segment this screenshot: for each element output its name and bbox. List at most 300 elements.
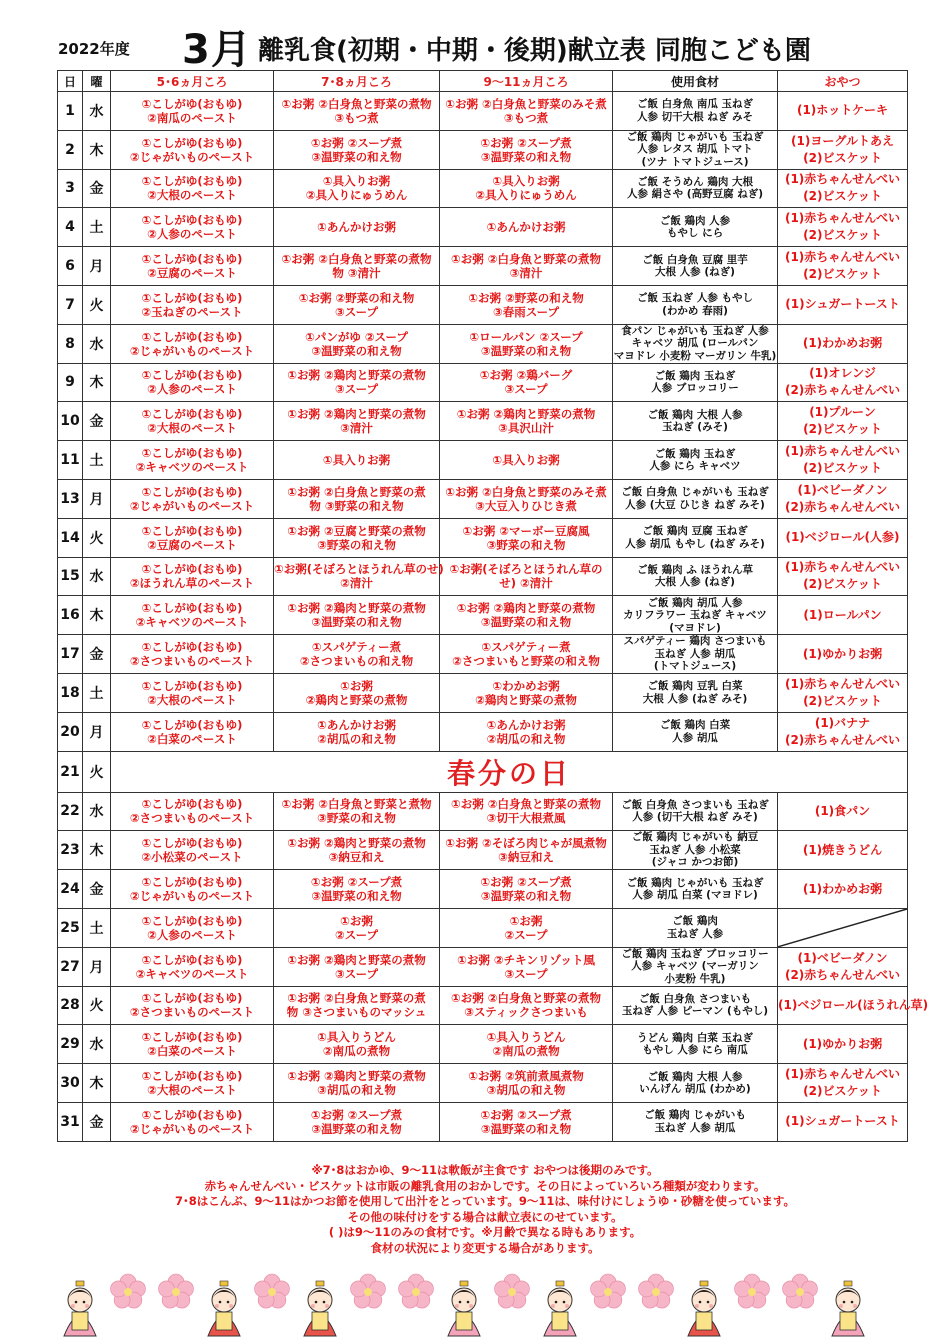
snack [778, 247, 908, 286]
ingredients [613, 712, 778, 751]
snack-line: (2)赤ちゃんせんべい [784, 732, 901, 747]
early-stage-menu-line: ②大根のペースト [147, 421, 237, 436]
early-stage-menu [111, 986, 274, 1025]
late-stage-menu-line: ①お粥 ②スープ煮 [480, 875, 572, 890]
snack-line: (1)ゆかりお粥 [802, 646, 883, 661]
early-stage-menu-line: ①こしがゆ(おもゆ) [141, 96, 243, 111]
early-stage-menu-line: ①こしがゆ(おもゆ) [141, 174, 243, 189]
early-stage-menu [111, 441, 274, 480]
ingredients-line: 人参 にら キャベツ [649, 460, 741, 473]
mid-stage-menu-line: ①お粥 ②鶏肉と野菜の煮物 [287, 368, 426, 383]
late-stage-menu-line: ③温野菜の和え物 [480, 889, 572, 904]
mid-stage-menu [274, 402, 440, 441]
flower-icon [351, 1274, 386, 1308]
snack-line: (2)ビスケット [803, 267, 882, 282]
table-row [58, 908, 908, 947]
snack [778, 324, 908, 363]
snack [778, 169, 908, 208]
ingredients-line: ご飯 鶏肉 玉ねぎ ブロッコリー [621, 947, 769, 960]
menu-rows [58, 92, 929, 1142]
month-label: 3月 [182, 27, 252, 73]
mid-stage-menu-line: ③温野菜の和え物 [311, 343, 402, 358]
snack [778, 1102, 908, 1141]
ingredients-line: ご飯 白身魚 さつまいも 玉ねぎ [621, 798, 769, 811]
ingredients [613, 1064, 778, 1103]
snack-line: (1)赤ちゃんせんべい [784, 444, 901, 459]
snack-line: (2)ビスケット [803, 1084, 882, 1099]
snack [778, 635, 908, 674]
late-stage-menu-line: ①お粥 ②筑前煮風煮物 [468, 1069, 584, 1084]
late-stage-menu-line: せ) ②清汁 [499, 576, 553, 591]
footer-notes [120, 1163, 850, 1257]
early-stage-menu [111, 557, 274, 596]
hina-doll-icon [64, 1281, 96, 1336]
snack [778, 1025, 908, 1064]
day-number: 2 [58, 130, 83, 169]
table-row [58, 1064, 908, 1103]
mid-stage-menu-line: ②南瓜の煮物 [322, 1044, 391, 1059]
weekday: 月 [83, 247, 111, 286]
flower-icon [495, 1274, 530, 1308]
day-number: 27 [58, 947, 83, 986]
mid-stage-menu-line: ①スパゲティー煮 [311, 640, 402, 655]
mid-stage-menu-line: 物 ③清汁 [332, 266, 381, 281]
early-stage-menu-line: ②じゃがいものペースト [129, 498, 255, 513]
snack-line: (1)赤ちゃんせんべい [784, 250, 901, 265]
snack-line: (1)赤ちゃんせんべい [784, 211, 901, 226]
snack-line: (2)ビスケット [803, 228, 882, 243]
mid-stage-menu-line: ③温野菜の和え物 [311, 149, 402, 164]
table-row [58, 92, 908, 131]
table-row [58, 441, 908, 480]
late-stage-menu-line: ②南瓜の煮物 [492, 1044, 560, 1059]
day-number: 3 [58, 169, 83, 208]
page-header [0, 0, 950, 73]
late-stage-menu-line: ②さつまいもと野菜の和え物 [452, 654, 600, 669]
mid-stage-menu [274, 247, 440, 286]
table-row [58, 208, 908, 247]
snack [778, 712, 908, 751]
weekday: 月 [83, 947, 111, 986]
table-row [58, 751, 908, 792]
early-stage-menu-line: ②キャベツのペースト [135, 966, 249, 981]
ingredients-line: 人参 キャベツ (マーガリン [631, 960, 759, 973]
table-row [58, 479, 908, 518]
early-stage-menu-line: ②小松菜のペースト [141, 850, 243, 865]
mid-stage-menu-line: ①お粥 ②鶏肉と野菜の煮物 [287, 407, 426, 422]
day-number: 29 [58, 1025, 83, 1064]
day-number: 24 [58, 870, 83, 909]
ingredients-line: ご飯 鶏肉 胡瓜 人参 [647, 596, 743, 609]
late-stage-menu [440, 635, 613, 674]
snack [778, 792, 908, 831]
no-snack-slash [778, 909, 907, 947]
snack [778, 908, 908, 947]
mid-stage-menu-line: ①具入りうどん [317, 1030, 396, 1045]
early-stage-menu-line: ①こしがゆ(おもゆ) [141, 875, 243, 890]
late-stage-menu-line: ①お粥 ②鶏バーグ [479, 368, 573, 383]
table-row [58, 831, 908, 870]
snack-line: (2)ビスケット [803, 461, 882, 476]
snack-line: (1)シュガートースト [785, 1114, 900, 1129]
early-stage-menu-line: ①こしがゆ(おもゆ) [141, 562, 243, 577]
table-row [58, 1102, 908, 1141]
ingredients [613, 247, 778, 286]
late-stage-menu-line: ①あんかけお粥 [486, 220, 566, 235]
late-stage-menu-line: ③スープ [504, 966, 548, 981]
weekday: 金 [83, 402, 111, 441]
flower-icon [255, 1274, 290, 1308]
note-line: 赤ちゃんせんべい・ビスケットは市販の離乳食用のおかしです。その日によっていろいろ種類が変わります。 [204, 1178, 766, 1193]
late-stage-menu-line: ①お粥 ②野菜の和え物 [468, 290, 584, 305]
day-number: 21 [58, 751, 83, 792]
ingredients-line: (ツナ トマトジュース) [641, 155, 749, 168]
flower-icon [399, 1274, 434, 1308]
day-number: 30 [58, 1064, 83, 1103]
snack-line: (2)赤ちゃんせんべい [784, 383, 901, 398]
late-stage-menu-line: ①お粥 ②白身魚と野菜の煮物 [451, 797, 601, 812]
late-stage-menu-line: ③温野菜の和え物 [480, 343, 572, 358]
ingredients-line: ご飯 白身魚 さつまいも [638, 992, 752, 1005]
late-stage-menu [440, 92, 613, 131]
ingredients-line: ご飯 鶏肉 大根 人参 [647, 1070, 743, 1083]
weekday: 水 [83, 324, 111, 363]
late-stage-menu-line: ③温野菜の和え物 [480, 1121, 572, 1136]
early-stage-menu-line: ①こしがゆ(おもゆ) [141, 135, 243, 150]
ingredients [613, 1025, 778, 1064]
ingredients-line: ご飯 鶏肉 ふ ほうれん草 [637, 563, 753, 576]
late-stage-menu-line: ①具入りお粥 [492, 453, 560, 468]
mid-stage-menu-line: ③温野菜の和え物 [311, 615, 402, 630]
late-stage-menu [440, 673, 613, 712]
mid-stage-menu-line: ①お粥 ②スープ煮 [310, 135, 403, 150]
mid-stage-menu [274, 324, 440, 363]
early-stage-menu [111, 947, 274, 986]
table-row [58, 870, 908, 909]
weekday: 月 [83, 712, 111, 751]
mid-stage-menu-line: ①お粥(そぼろとほうれん草のせ) [274, 562, 444, 577]
col-day: 日 [58, 71, 83, 92]
snack-line: (1)焼きうどん [802, 842, 883, 857]
ingredients-line: キャベツ 胡瓜 (ロールパン [631, 337, 759, 350]
table-row [58, 635, 908, 674]
mid-stage-menu [274, 441, 440, 480]
weekday: 火 [83, 285, 111, 324]
mid-stage-menu [274, 92, 440, 131]
ingredients-line: (トマトジュース) [653, 660, 737, 673]
late-stage-menu [440, 557, 613, 596]
late-stage-menu-line: ①お粥 [509, 913, 543, 928]
table-row [58, 363, 908, 402]
snack-line: (1)バナナ [814, 715, 871, 730]
mid-stage-menu-line: ②さつまいもの和え物 [299, 654, 414, 669]
table-row [58, 247, 908, 286]
early-stage-menu-line: ①こしがゆ(おもゆ) [141, 678, 243, 693]
ingredients [613, 363, 778, 402]
ingredients-line: ご飯 白身魚 じゃがいも 玉ねぎ [621, 486, 769, 499]
weekday: 土 [83, 908, 111, 947]
snack-line: (1)シュガートースト [785, 297, 900, 312]
early-stage-menu [111, 1064, 274, 1103]
ingredients-line: ご飯 そうめん 鶏肉 大根 [637, 175, 753, 188]
table-row [58, 673, 908, 712]
ingredients-line: 人参 レタス 胡瓜 トマト [637, 143, 753, 156]
snack-line: (1)ロールパン [803, 607, 882, 622]
late-stage-menu [440, 908, 613, 947]
snack-line: (1)ベビーダノン [797, 950, 888, 965]
late-stage-menu-line: ③もつ煮 [503, 110, 549, 125]
early-stage-menu-line: ②ほうれん草のペースト [129, 576, 255, 591]
mid-stage-menu-line: ③納豆和え [328, 850, 385, 865]
weekday: 木 [83, 1064, 111, 1103]
hina-doll-icon [832, 1281, 864, 1336]
late-stage-menu [440, 247, 613, 286]
col-ingredients: 使用食材 [613, 71, 778, 92]
weekday: 火 [83, 751, 111, 792]
late-stage-menu [440, 324, 613, 363]
ingredients [613, 557, 778, 596]
table-row [58, 324, 908, 363]
early-stage-menu [111, 169, 274, 208]
note-line: その他の味付けをする場合は献立表にのせています。 [347, 1209, 623, 1224]
mid-stage-menu-line: ③温野菜の和え物 [311, 1121, 402, 1136]
mid-stage-menu-line: ①お粥 ②豆腐と野菜の煮物 [287, 523, 426, 538]
early-stage-menu-line: ②キャベツのペースト [135, 460, 249, 475]
mid-stage-menu-line: ①お粥 ②白身魚と野菜の煮物 [281, 96, 432, 111]
early-stage-menu-line: ②さつまいものペースト [129, 1005, 255, 1020]
late-stage-menu-line: ①スパゲティー煮 [481, 640, 571, 655]
day-number: 8 [58, 324, 83, 363]
flower-icon [783, 1274, 818, 1308]
day-number: 9 [58, 363, 83, 402]
ingredients-line: 玉ねぎ 人参 小松菜 [649, 843, 741, 856]
late-stage-menu-line: ①お粥 ②マーボー豆腐風 [462, 523, 590, 538]
note-line: ( )は9～11のみの食材です。※月齢で異なる時もあります。 [328, 1225, 642, 1240]
ingredients-line: ご飯 鶏肉 大根 人参 [647, 408, 743, 421]
late-stage-menu-line: ③具沢山汁 [498, 421, 554, 436]
mid-stage-menu-line: ③もつ煮 [334, 110, 379, 125]
flower-icon [735, 1274, 770, 1308]
early-stage-menu-line: ①こしがゆ(おもゆ) [141, 836, 243, 851]
day-number: 23 [58, 831, 83, 870]
ingredients [613, 596, 778, 635]
mid-stage-menu-line: ①お粥 [340, 678, 373, 693]
ingredients-line: カリフラワー 玉ねぎ キャベツ [623, 609, 767, 621]
early-stage-menu-line: ①こしがゆ(おもゆ) [141, 991, 243, 1006]
weekday: 土 [83, 673, 111, 712]
ingredients-line: ご飯 鶏肉 じゃがいも 玉ねぎ [626, 130, 764, 143]
early-stage-menu-line: ②人参のペースト [147, 227, 237, 242]
ingredients-line: ご飯 鶏肉 豆腐 玉ねぎ [642, 525, 748, 538]
snack-line: (2)赤ちゃんせんべい [784, 967, 901, 982]
table-row [58, 596, 908, 635]
col-snack: おやつ [778, 71, 908, 92]
flower-icon [111, 1274, 146, 1308]
early-stage-menu-line: ②キャベツのペースト [135, 615, 249, 630]
table-row [58, 986, 908, 1025]
early-stage-menu-line: ①こしがゆ(おもゆ) [141, 484, 243, 499]
mid-stage-menu-line: ③スープ [334, 382, 379, 397]
mid-stage-menu-line: ①具入りお粥 [322, 453, 391, 468]
ingredients-line: ご飯 白身魚 豆腐 里芋 [642, 253, 748, 266]
early-stage-menu [111, 518, 274, 557]
late-stage-menu [440, 831, 613, 870]
ingredients [613, 285, 778, 324]
mid-stage-menu-line: ①お粥 ②鶏肉と野菜の煮物 [287, 952, 426, 967]
late-stage-menu-line: ③温野菜の和え物 [480, 149, 572, 164]
late-stage-menu-line: ①お粥(そぼろとほうれん草の [449, 562, 603, 577]
ingredients [613, 479, 778, 518]
mid-stage-menu [274, 479, 440, 518]
day-number: 22 [58, 792, 83, 831]
mid-stage-menu-line: 物 ③野菜の和え物 [309, 498, 404, 513]
mid-stage-menu [274, 169, 440, 208]
early-stage-menu-line: ①こしがゆ(おもゆ) [141, 1107, 243, 1122]
early-stage-menu-line: ②南瓜のペースト [147, 110, 237, 125]
weekday: 水 [83, 1025, 111, 1064]
mid-stage-menu-line: ①あんかけお粥 [317, 717, 396, 732]
mid-stage-menu-line: ①お粥 ②白身魚と野菜の煮 [287, 991, 426, 1006]
early-stage-menu-line: ①こしがゆ(おもゆ) [141, 952, 243, 967]
flower-icon [159, 1274, 194, 1308]
early-stage-menu [111, 870, 274, 909]
col-weekday: 曜 [83, 71, 111, 92]
late-stage-menu-line: ①お粥 ②そぼろ肉じゃが風煮物 [445, 836, 607, 851]
early-stage-menu-line: ①こしがゆ(おもゆ) [141, 407, 243, 422]
mid-stage-menu [274, 285, 440, 324]
early-stage-menu-line: ①こしがゆ(おもゆ) [141, 640, 243, 655]
mid-stage-menu-line: ①お粥 ②スープ煮 [310, 875, 403, 890]
day-number: 17 [58, 635, 83, 674]
early-stage-menu-line: ②豆腐のペースト [147, 266, 237, 281]
late-stage-menu [440, 518, 613, 557]
late-stage-menu-line: ①ロールパン ②スープ [469, 329, 583, 344]
snack-line: (2)ビスケット [803, 150, 882, 165]
late-stage-menu-line: ②胡瓜の和え物 [486, 731, 566, 746]
table-row [58, 169, 908, 208]
snack-line: (1)赤ちゃんせんべい [784, 560, 901, 575]
snack [778, 285, 908, 324]
mid-stage-menu [274, 986, 440, 1025]
snack [778, 130, 908, 169]
early-stage-menu [111, 130, 274, 169]
late-stage-menu [440, 870, 613, 909]
note-line: ※7･8はおかゆ、9～11は軟飯が主食です おやつは後期のみです。 [311, 1163, 659, 1177]
weekday: 金 [83, 169, 111, 208]
weekday: 月 [83, 479, 111, 518]
early-stage-menu [111, 247, 274, 286]
early-stage-menu-line: ①こしがゆ(おもゆ) [141, 601, 243, 616]
early-stage-menu-line: ①こしがゆ(おもゆ) [141, 446, 243, 461]
ingredients [613, 92, 778, 131]
early-stage-menu-line: ①こしがゆ(おもゆ) [141, 368, 243, 383]
ingredients-line: 大根 人参 (ねぎ) [655, 266, 735, 279]
late-stage-menu-line: ①お粥 ②白身魚と野菜のみそ煮 [445, 96, 607, 111]
ingredients-line: ご飯 鶏肉 じゃがいも 納豆 [631, 831, 759, 844]
ingredients [613, 831, 778, 870]
table-row [58, 130, 908, 169]
mid-stage-menu [274, 518, 440, 557]
ingredients-line: 人参 胡瓜 [672, 731, 718, 744]
late-stage-menu [440, 712, 613, 751]
early-stage-menu-line: ②大根のペースト [147, 1083, 237, 1098]
ingredients [613, 402, 778, 441]
mid-stage-menu-line: ①お粥 ②白身魚と野菜の煮 [287, 484, 426, 499]
ingredients [613, 441, 778, 480]
early-stage-menu-line: ②じゃがいものペースト [129, 889, 255, 904]
snack [778, 1064, 908, 1103]
day-number: 6 [58, 247, 83, 286]
ingredients-line: ご飯 鶏肉 [672, 915, 718, 928]
ingredients [613, 792, 778, 831]
weekday: 土 [83, 208, 111, 247]
snack-line: (1)ベビーダノン [797, 482, 888, 497]
snack-line: (1)ヨーグルトあえ [791, 133, 894, 148]
mid-stage-menu-line: ①お粥 ②鶏肉と野菜の煮物 [287, 601, 426, 616]
early-stage-menu-line: ②さつまいものペースト [129, 811, 255, 826]
ingredients-line: もやし にら [666, 227, 724, 240]
mid-stage-menu [274, 831, 440, 870]
ingredients-line: 人参 胡瓜 もやし (ねぎ みそ) [625, 537, 765, 550]
hina-doll-icon [448, 1281, 480, 1336]
table-row [58, 947, 908, 986]
snack-line: (1)ホットケーキ [796, 103, 889, 118]
ingredients-line: うどん 鶏肉 白菜 玉ねぎ [637, 1031, 753, 1044]
early-stage-menu [111, 285, 274, 324]
weekday: 火 [83, 986, 111, 1025]
ingredients-line: ご飯 鶏肉 豆乳 白菜 [647, 680, 743, 693]
late-stage-menu [440, 947, 613, 986]
late-stage-menu-line: ②鶏肉と野菜の煮物 [475, 692, 577, 707]
snack [778, 947, 908, 986]
ingredients-line: ご飯 白身魚 南瓜 玉ねぎ [637, 98, 753, 111]
mid-stage-menu-line: ①お粥 ②鶏肉と野菜の煮物 [287, 836, 426, 851]
mid-stage-menu [274, 596, 440, 635]
snack [778, 363, 908, 402]
ingredients [613, 208, 778, 247]
mid-stage-menu [274, 947, 440, 986]
snack [778, 673, 908, 712]
table-row [58, 557, 908, 596]
weekday: 水 [83, 557, 111, 596]
snack-line: (2)ビスケット [803, 693, 882, 708]
early-stage-menu [111, 479, 274, 518]
early-stage-menu-line: ②白菜のペースト [147, 1044, 237, 1059]
late-stage-menu [440, 1102, 613, 1141]
mid-stage-menu [274, 208, 440, 247]
late-stage-menu-line: ①お粥 ②鶏肉と野菜の煮物 [456, 407, 596, 422]
ingredients [613, 947, 778, 986]
early-stage-menu-line: ①こしがゆ(おもゆ) [141, 1069, 243, 1084]
fiscal-year: 2022年度 [58, 40, 130, 58]
snack [778, 986, 929, 1025]
mid-stage-menu-line: ①お粥 ②鶏肉と野菜の煮物 [287, 1069, 426, 1084]
snack [778, 870, 908, 909]
early-stage-menu [111, 831, 274, 870]
snack-line: (2)赤ちゃんせんべい [784, 499, 901, 514]
late-stage-menu [440, 363, 613, 402]
mid-stage-menu [274, 792, 440, 831]
mid-stage-menu [274, 1025, 440, 1064]
weekday: 火 [83, 518, 111, 557]
late-stage-menu-line: ③スティックさつまいも [464, 1005, 588, 1020]
mid-stage-menu [274, 712, 440, 751]
hina-festival-decoration [60, 1272, 890, 1340]
snack-line: (1)赤ちゃんせんべい [784, 676, 901, 691]
weekday: 木 [83, 831, 111, 870]
ingredients-line: ご飯 玉ねぎ 人参 もやし [637, 292, 753, 305]
snack [778, 92, 908, 131]
